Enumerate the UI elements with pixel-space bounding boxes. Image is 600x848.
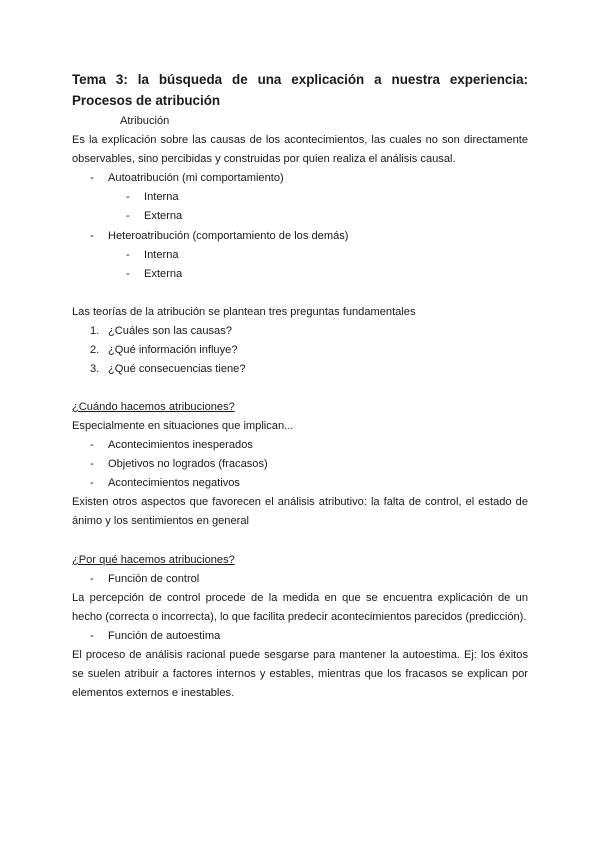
- when-intro: Especialmente en situaciones que implican...: [72, 420, 294, 432]
- bullet-dash: -: [126, 191, 130, 203]
- bullet-dash: -: [90, 477, 94, 489]
- bullet-dash: -: [90, 458, 94, 470]
- sub-item-interna: Interna: [144, 249, 179, 261]
- bullet-dash: -: [126, 210, 130, 222]
- esteem-text-line-1: El proceso de análisis racional puede sesgarse para mantener la autoestima. Ej: los éxitos: [72, 649, 528, 661]
- control-function-label: Función de control: [108, 573, 200, 585]
- sub-item-externa: Externa: [144, 210, 183, 222]
- bullet-dash: -: [90, 172, 94, 184]
- esteem-text-line-3: elementos externos e inestables.: [72, 687, 235, 699]
- bullet-dash: -: [126, 249, 130, 261]
- question-number: 1.: [90, 325, 100, 337]
- when-item: Acontecimientos negativos: [108, 477, 240, 489]
- control-text-line-1: La percepción de control procede de la medida en que se encuentra explicación de un: [72, 592, 528, 604]
- list-item-autoatribucion: Autoatribución (mi comportamiento): [108, 172, 284, 184]
- question-item: ¿Cuáles son las causas?: [108, 325, 232, 337]
- list-item-heteroatribucion: Heteroatribución (comportamiento de los demás): [108, 230, 349, 242]
- question-item: ¿Qué información influye?: [108, 344, 238, 356]
- theories-intro: Las teorías de la atribución se plantean tres preguntas fundamentales: [72, 306, 416, 318]
- esteem-function-label: Función de autoestima: [108, 630, 221, 642]
- when-item: Objetivos no logrados (fracasos): [108, 458, 268, 470]
- question-number: 3.: [90, 363, 100, 375]
- when-item: Acontecimientos inesperados: [108, 439, 253, 451]
- esteem-text-line-2: se suelen atribuir a factores internos y estables, mientras que los fracasos se explican por: [72, 668, 528, 680]
- bullet-dash: -: [90, 439, 94, 451]
- section-heading-cuando: ¿Cuándo hacemos atribuciones?: [72, 401, 235, 413]
- bullet-dash: -: [126, 268, 130, 280]
- sub-item-interna: Interna: [144, 191, 179, 203]
- section-heading-atribucion: Atribución: [120, 115, 170, 127]
- question-number: 2.: [90, 344, 100, 356]
- question-item: ¿Qué consecuencias tiene?: [108, 363, 246, 375]
- other-aspects-line-2: ánimo y los sentimientos en general: [72, 515, 249, 527]
- other-aspects-line-1: Existen otros aspectos que favorecen el análisis atributivo: la falta de control, el estado de: [72, 496, 528, 508]
- bullet-dash: -: [90, 573, 94, 585]
- definition-line-1: Es la explicación sobre las causas de los acontecimientos, las cuales no son directamente: [72, 134, 528, 146]
- document-title: Tema 3: la búsqueda de una explicación a nuestra experiencia: Procesos de atribución: [72, 72, 528, 108]
- bullet-dash: -: [90, 230, 94, 242]
- section-heading-por-que: ¿Por qué hacemos atribuciones?: [72, 554, 235, 566]
- control-text-line-2: hecho (correcta o incorrecta), lo que facilita predecir acontecimientos parecidos (predicción).: [72, 611, 527, 623]
- bullet-dash: -: [90, 630, 94, 642]
- definition-line-2: observables, sino percibidas y construidas por quien realiza el análisis causal.: [72, 153, 456, 165]
- sub-item-externa: Externa: [144, 268, 183, 280]
